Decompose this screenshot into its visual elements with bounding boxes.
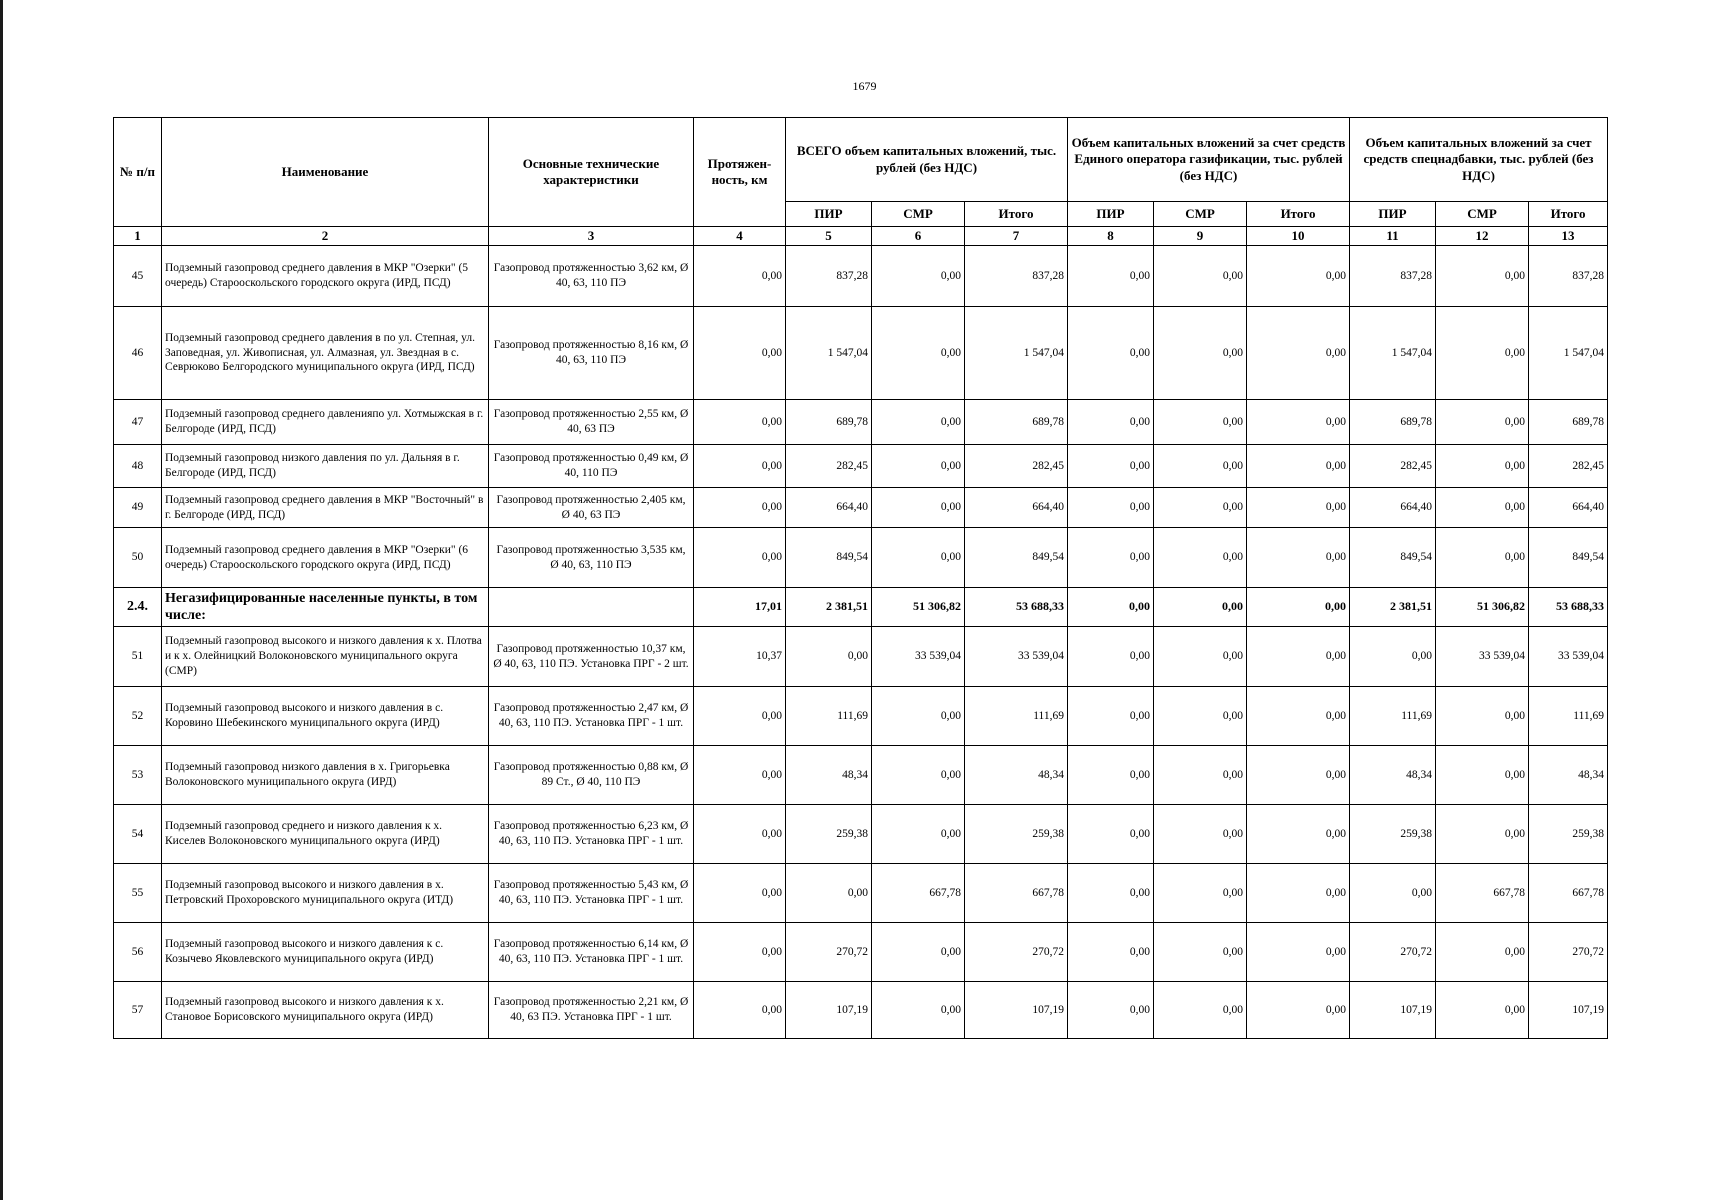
operator-smr: 0,00 [1154,864,1247,923]
table-row [114,627,1608,687]
operator-pir: 0,00 [1068,982,1154,1039]
header-itogo: Итого [1247,202,1350,227]
operator-smr: 0,00 [1154,307,1247,400]
row-name: Подземный газопровод высокого и низкого давления к х. Становое Борисовского муниципального округа (ИРД) [162,982,489,1039]
total-smr: 0,00 [872,687,965,746]
header-tech: Основные технические характеристики [489,118,694,227]
operator-pir: 0,00 [1068,746,1154,805]
total-pir: 837,28 [786,246,872,307]
table-header [114,118,1608,246]
section-row [114,588,1608,627]
row-name: Подземный газопровод низкого давления в х. Григорьевка Волоконовского муниципального округа (ИРД) [162,746,489,805]
surcharge-pir: 0,00 [1350,627,1436,687]
table-body [114,246,1608,1039]
operator-smr: 0,00 [1154,627,1247,687]
surcharge-itogo: 849,54 [1529,528,1608,588]
surcharge-itogo: 270,72 [1529,923,1608,982]
surcharge-smr: 0,00 [1436,982,1529,1039]
total-smr: 0,00 [872,982,965,1039]
column-number: 4 [694,227,786,246]
surcharge-itogo: 259,38 [1529,805,1608,864]
row-num: 48 [114,445,162,488]
operator-itogo: 0,00 [1247,246,1350,307]
operator-pir: 0,00 [1068,864,1154,923]
header-smr: СМР [1436,202,1529,227]
total-itogo: 282,45 [965,445,1068,488]
row-tech: Газопровод протяженностью 3,535 км, Ø 40, 63, 110 ПЭ [489,528,694,588]
operator-pir: 0,00 [1068,488,1154,528]
total-smr: 0,00 [872,400,965,445]
header-group-total: ВСЕГО объем капитальных вложений, тыс. рублей (без НДС) [786,118,1068,202]
surcharge-itogo: 1 547,04 [1529,307,1608,400]
surcharge-pir: 0,00 [1350,864,1436,923]
column-number: 6 [872,227,965,246]
column-number: 13 [1529,227,1608,246]
total-smr: 33 539,04 [872,627,965,687]
surcharge-pir: 270,72 [1350,923,1436,982]
operator-pir: 0,00 [1068,400,1154,445]
total-smr: 0,00 [872,805,965,864]
operator-pir: 0,00 [1068,923,1154,982]
table-row [114,746,1608,805]
operator-smr: 0,00 [1154,687,1247,746]
header-name: Наименование [162,118,489,227]
total-itogo: 664,40 [965,488,1068,528]
operator-smr: 0,00 [1154,588,1247,627]
operator-pir: 0,00 [1068,687,1154,746]
total-itogo: 259,38 [965,805,1068,864]
row-tech: Газопровод протяженностью 2,21 км, Ø 40, 63 ПЭ. Установка ПРГ - 1 шт. [489,982,694,1039]
operator-smr: 0,00 [1154,528,1247,588]
total-smr: 0,00 [872,746,965,805]
investment-table [113,117,1608,1039]
operator-pir: 0,00 [1068,805,1154,864]
total-pir: 664,40 [786,488,872,528]
total-pir: 282,45 [786,445,872,488]
header-group-surcharge: Объем капитальных вложений за счет средств спецнадбавки, тыс. рублей (без НДС) [1350,118,1608,202]
operator-itogo: 0,00 [1247,687,1350,746]
total-pir: 849,54 [786,528,872,588]
table-row [114,488,1608,528]
surcharge-smr: 0,00 [1436,488,1529,528]
row-tech: Газопровод протяженностью 5,43 км, Ø 40, 63, 110 ПЭ. Установка ПРГ - 1 шт. [489,864,694,923]
surcharge-pir: 2 381,51 [1350,588,1436,627]
surcharge-smr: 0,00 [1436,400,1529,445]
table-row [114,923,1608,982]
row-name: Подземный газопровод среднего давленияпо ул. Хотмыжская в г. Белгороде (ИРД, ПСД) [162,400,489,445]
operator-smr: 0,00 [1154,445,1247,488]
operator-itogo: 0,00 [1247,588,1350,627]
table-row [114,982,1608,1039]
row-name: Подземный газопровод среднего давления в МКР "Восточный" в г. Белгороде (ИРД, ПСД) [162,488,489,528]
surcharge-smr: 0,00 [1436,805,1529,864]
surcharge-pir: 48,34 [1350,746,1436,805]
operator-itogo: 0,00 [1247,528,1350,588]
surcharge-pir: 259,38 [1350,805,1436,864]
surcharge-smr: 0,00 [1436,307,1529,400]
surcharge-itogo: 837,28 [1529,246,1608,307]
row-num: 55 [114,864,162,923]
table-row [114,400,1608,445]
surcharge-smr: 667,78 [1436,864,1529,923]
surcharge-smr: 51 306,82 [1436,588,1529,627]
surcharge-smr: 0,00 [1436,687,1529,746]
total-smr: 0,00 [872,445,965,488]
row-name: Подземный газопровод среднего и низкого давления к х. Киселев Волоконовского муниципального округа (ИРД) [162,805,489,864]
total-itogo: 48,34 [965,746,1068,805]
operator-smr: 0,00 [1154,488,1247,528]
header-smr: СМР [872,202,965,227]
row-length: 0,00 [694,805,786,864]
operator-smr: 0,00 [1154,746,1247,805]
total-smr: 667,78 [872,864,965,923]
row-length: 0,00 [694,864,786,923]
surcharge-itogo: 111,69 [1529,687,1608,746]
row-num: 49 [114,488,162,528]
row-length: 0,00 [694,307,786,400]
operator-itogo: 0,00 [1247,445,1350,488]
total-pir: 259,38 [786,805,872,864]
row-length: 0,00 [694,445,786,488]
total-itogo: 667,78 [965,864,1068,923]
operator-smr: 0,00 [1154,805,1247,864]
operator-smr: 0,00 [1154,982,1247,1039]
row-name: Подземный газопровод высокого и низкого давления к х. Плотва и к х. Олейницкий Волоконовского муниципального округа (СМР) [162,627,489,687]
total-itogo: 1 547,04 [965,307,1068,400]
total-smr: 0,00 [872,488,965,528]
operator-itogo: 0,00 [1247,627,1350,687]
column-number: 5 [786,227,872,246]
table-row [114,687,1608,746]
row-num: 57 [114,982,162,1039]
table-row [114,805,1608,864]
total-pir: 0,00 [786,627,872,687]
operator-itogo: 0,00 [1247,400,1350,445]
total-pir: 0,00 [786,864,872,923]
total-pir: 689,78 [786,400,872,445]
row-length: 0,00 [694,400,786,445]
header-pir: ПИР [786,202,872,227]
row-length: 10,37 [694,627,786,687]
surcharge-smr: 0,00 [1436,746,1529,805]
operator-itogo: 0,00 [1247,982,1350,1039]
column-number: 9 [1154,227,1247,246]
row-num: 52 [114,687,162,746]
operator-smr: 0,00 [1154,246,1247,307]
column-number: 7 [965,227,1068,246]
operator-pir: 0,00 [1068,246,1154,307]
table-row [114,528,1608,588]
row-name: Подземный газопровод низкого давления по ул. Дальняя в г. Белгороде (ИРД, ПСД) [162,445,489,488]
operator-itogo: 0,00 [1247,746,1350,805]
row-length: 0,00 [694,923,786,982]
column-numbers-row [114,227,1608,246]
row-tech: Газопровод протяженностью 0,88 км, Ø 89 Ст., Ø 40, 110 ПЭ [489,746,694,805]
column-number: 8 [1068,227,1154,246]
table-row [114,864,1608,923]
surcharge-pir: 849,54 [1350,528,1436,588]
operator-itogo: 0,00 [1247,488,1350,528]
total-itogo: 111,69 [965,687,1068,746]
table-row [114,445,1608,488]
surcharge-itogo: 689,78 [1529,400,1608,445]
row-name: Подземный газопровод среднего давления в по ул. Степная, ул. Заповедная, ул. Живописная, ул. Алмазная, ул. Звездная в с. Севрюково Белгородского муниципального округа (ИРД, ПСД) [162,307,489,400]
surcharge-itogo: 33 539,04 [1529,627,1608,687]
header-pir: ПИР [1350,202,1436,227]
total-itogo: 849,54 [965,528,1068,588]
section-tech [489,588,694,627]
operator-pir: 0,00 [1068,588,1154,627]
total-itogo: 689,78 [965,400,1068,445]
total-smr: 0,00 [872,307,965,400]
row-tech: Газопровод протяженностью 8,16 км, Ø 40, 63, 110 ПЭ [489,307,694,400]
row-length: 0,00 [694,528,786,588]
scan-edge [0,0,3,1200]
surcharge-pir: 837,28 [1350,246,1436,307]
column-number: 2 [162,227,489,246]
row-tech: Газопровод протяженностью 10,37 км, Ø 40, 63, 110 ПЭ. Установка ПРГ - 2 шт. [489,627,694,687]
section-length: 17,01 [694,588,786,627]
operator-pir: 0,00 [1068,307,1154,400]
header-itogo: Итого [965,202,1068,227]
operator-itogo: 0,00 [1247,307,1350,400]
row-tech: Газопровод протяженностью 2,47 км, Ø 40, 63, 110 ПЭ. Установка ПРГ - 1 шт. [489,687,694,746]
operator-smr: 0,00 [1154,400,1247,445]
total-smr: 51 306,82 [872,588,965,627]
operator-itogo: 0,00 [1247,864,1350,923]
row-length: 0,00 [694,488,786,528]
total-pir: 111,69 [786,687,872,746]
row-length: 0,00 [694,982,786,1039]
row-name: Подземный газопровод высокого и низкого давления к с. Козычево Яковлевского муниципального округа (ИРД) [162,923,489,982]
surcharge-pir: 282,45 [1350,445,1436,488]
row-num: 45 [114,246,162,307]
header-length: Протяжен-ность, км [694,118,786,227]
surcharge-pir: 111,69 [1350,687,1436,746]
surcharge-itogo: 107,19 [1529,982,1608,1039]
column-number: 10 [1247,227,1350,246]
surcharge-smr: 0,00 [1436,445,1529,488]
row-name: Подземный газопровод среднего давления в МКР "Озерки" (5 очередь) Старооскольского городского округа (ИРД, ПСД) [162,246,489,307]
total-smr: 0,00 [872,246,965,307]
surcharge-pir: 107,19 [1350,982,1436,1039]
header-smr: СМР [1154,202,1247,227]
operator-pir: 0,00 [1068,627,1154,687]
row-tech: Газопровод протяженностью 0,49 км, Ø 40, 110 ПЭ [489,445,694,488]
row-name: Подземный газопровод среднего давления в МКР "Озерки" (6 очередь) Старооскольского городского округа (ИРД, ПСД) [162,528,489,588]
total-pir: 270,72 [786,923,872,982]
header-group-operator: Объем капитальных вложений за счет средств Единого оператора газификации, тыс. рублей (без НДС) [1068,118,1350,202]
column-number: 1 [114,227,162,246]
table-row [114,246,1608,307]
row-tech: Газопровод протяженностью 2,405 км, Ø 40, 63 ПЭ [489,488,694,528]
row-length: 0,00 [694,246,786,307]
operator-itogo: 0,00 [1247,923,1350,982]
surcharge-pir: 689,78 [1350,400,1436,445]
total-pir: 107,19 [786,982,872,1039]
row-tech: Газопровод протяженностью 6,23 км, Ø 40, 63, 110 ПЭ. Установка ПРГ - 1 шт. [489,805,694,864]
surcharge-smr: 0,00 [1436,923,1529,982]
operator-pir: 0,00 [1068,445,1154,488]
surcharge-itogo: 53 688,33 [1529,588,1608,627]
row-name: Подземный газопровод высокого и низкого давления в х. Петровский Прохоровского муниципального округа (ИТД) [162,864,489,923]
surcharge-pir: 1 547,04 [1350,307,1436,400]
surcharge-itogo: 48,34 [1529,746,1608,805]
row-num: 54 [114,805,162,864]
column-number: 12 [1436,227,1529,246]
total-itogo: 107,19 [965,982,1068,1039]
row-num: 50 [114,528,162,588]
total-smr: 0,00 [872,528,965,588]
row-tech: Газопровод протяженностью 6,14 км, Ø 40, 63, 110 ПЭ. Установка ПРГ - 1 шт. [489,923,694,982]
surcharge-pir: 664,40 [1350,488,1436,528]
surcharge-smr: 0,00 [1436,528,1529,588]
surcharge-itogo: 282,45 [1529,445,1608,488]
operator-smr: 0,00 [1154,923,1247,982]
row-tech: Газопровод протяженностью 2,55 км, Ø 40, 63 ПЭ [489,400,694,445]
operator-itogo: 0,00 [1247,805,1350,864]
total-itogo: 270,72 [965,923,1068,982]
table-row [114,307,1608,400]
row-num: 46 [114,307,162,400]
surcharge-itogo: 664,40 [1529,488,1608,528]
header-num: № п/п [114,118,162,227]
total-pir: 1 547,04 [786,307,872,400]
section-num: 2.4. [114,588,162,627]
surcharge-smr: 33 539,04 [1436,627,1529,687]
total-itogo: 837,28 [965,246,1068,307]
surcharge-itogo: 667,78 [1529,864,1608,923]
column-number: 3 [489,227,694,246]
header-pir: ПИР [1068,202,1154,227]
row-tech: Газопровод протяженностью 3,62 км, Ø 40, 63, 110 ПЭ [489,246,694,307]
row-num: 47 [114,400,162,445]
surcharge-smr: 0,00 [1436,246,1529,307]
header-itogo: Итого [1529,202,1608,227]
row-length: 0,00 [694,687,786,746]
row-num: 51 [114,627,162,687]
total-smr: 0,00 [872,923,965,982]
row-length: 0,00 [694,746,786,805]
column-number: 11 [1350,227,1436,246]
page-number: 1679 [852,79,877,93]
total-pir: 48,34 [786,746,872,805]
total-itogo: 33 539,04 [965,627,1068,687]
total-pir: 2 381,51 [786,588,872,627]
row-num: 56 [114,923,162,982]
total-itogo: 53 688,33 [965,588,1068,627]
row-num: 53 [114,746,162,805]
operator-pir: 0,00 [1068,528,1154,588]
row-name: Подземный газопровод высокого и низкого давления в с. Коровино Шебекинского муниципального округа (ИРД) [162,687,489,746]
section-name: Негазифицированные населенные пункты, в том числе: [162,588,489,627]
